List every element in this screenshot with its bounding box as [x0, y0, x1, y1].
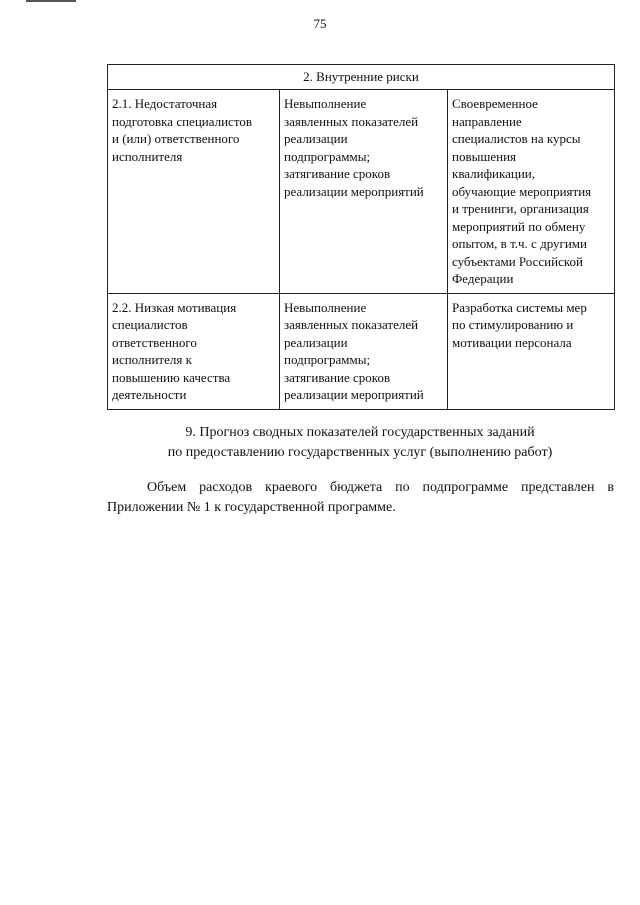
risk-cell: 2.1. Недостаточная подготовка специалистов и (или) ответственного исполнителя — [108, 90, 280, 294]
risk-table — [107, 64, 615, 410]
paragraph-line: Приложении № 1 к государственной программе. — [107, 500, 396, 515]
table-row — [108, 293, 615, 409]
scan-corner-mark — [26, 0, 76, 2]
consequence-cell: Невыполнение заявленных показателей реализации подпрограммы; затягивание сроков реализации мероприятий — [280, 293, 448, 409]
measures-cell: Разработка системы мер по стимулированию и мотивации персонала — [448, 293, 615, 409]
consequence-cell: Невыполнение заявленных показателей реализации подпрограммы; затягивание сроков реализации мероприятий — [280, 90, 448, 294]
page-number: 75 — [313, 16, 327, 31]
section-title: 2. Внутренние риски — [108, 65, 615, 90]
table-row — [108, 90, 615, 294]
section-heading-line: по предоставлению государственных услуг (выполнению работ) — [167, 445, 553, 460]
body-paragraph — [107, 478, 614, 518]
section-heading — [0, 423, 640, 463]
table-section-row — [108, 65, 615, 90]
risk-cell: 2.2. Низкая мотивация специалистов ответственного исполнителя к повышению качества деятельности — [108, 293, 280, 409]
section-heading-line: 9. Прогноз сводных показателей государственных заданий — [185, 425, 535, 440]
paragraph-line: Объем расходов краевого бюджета по подпрограмме представлен в — [147, 480, 614, 495]
measures-cell: Своевременное направление специалистов на курсы повышения квалификации, обучающие мероприятия и тренинги, организация мероприятий по обмену опытом, в т.ч. с другими субъектами Российской Федерации — [448, 90, 615, 294]
